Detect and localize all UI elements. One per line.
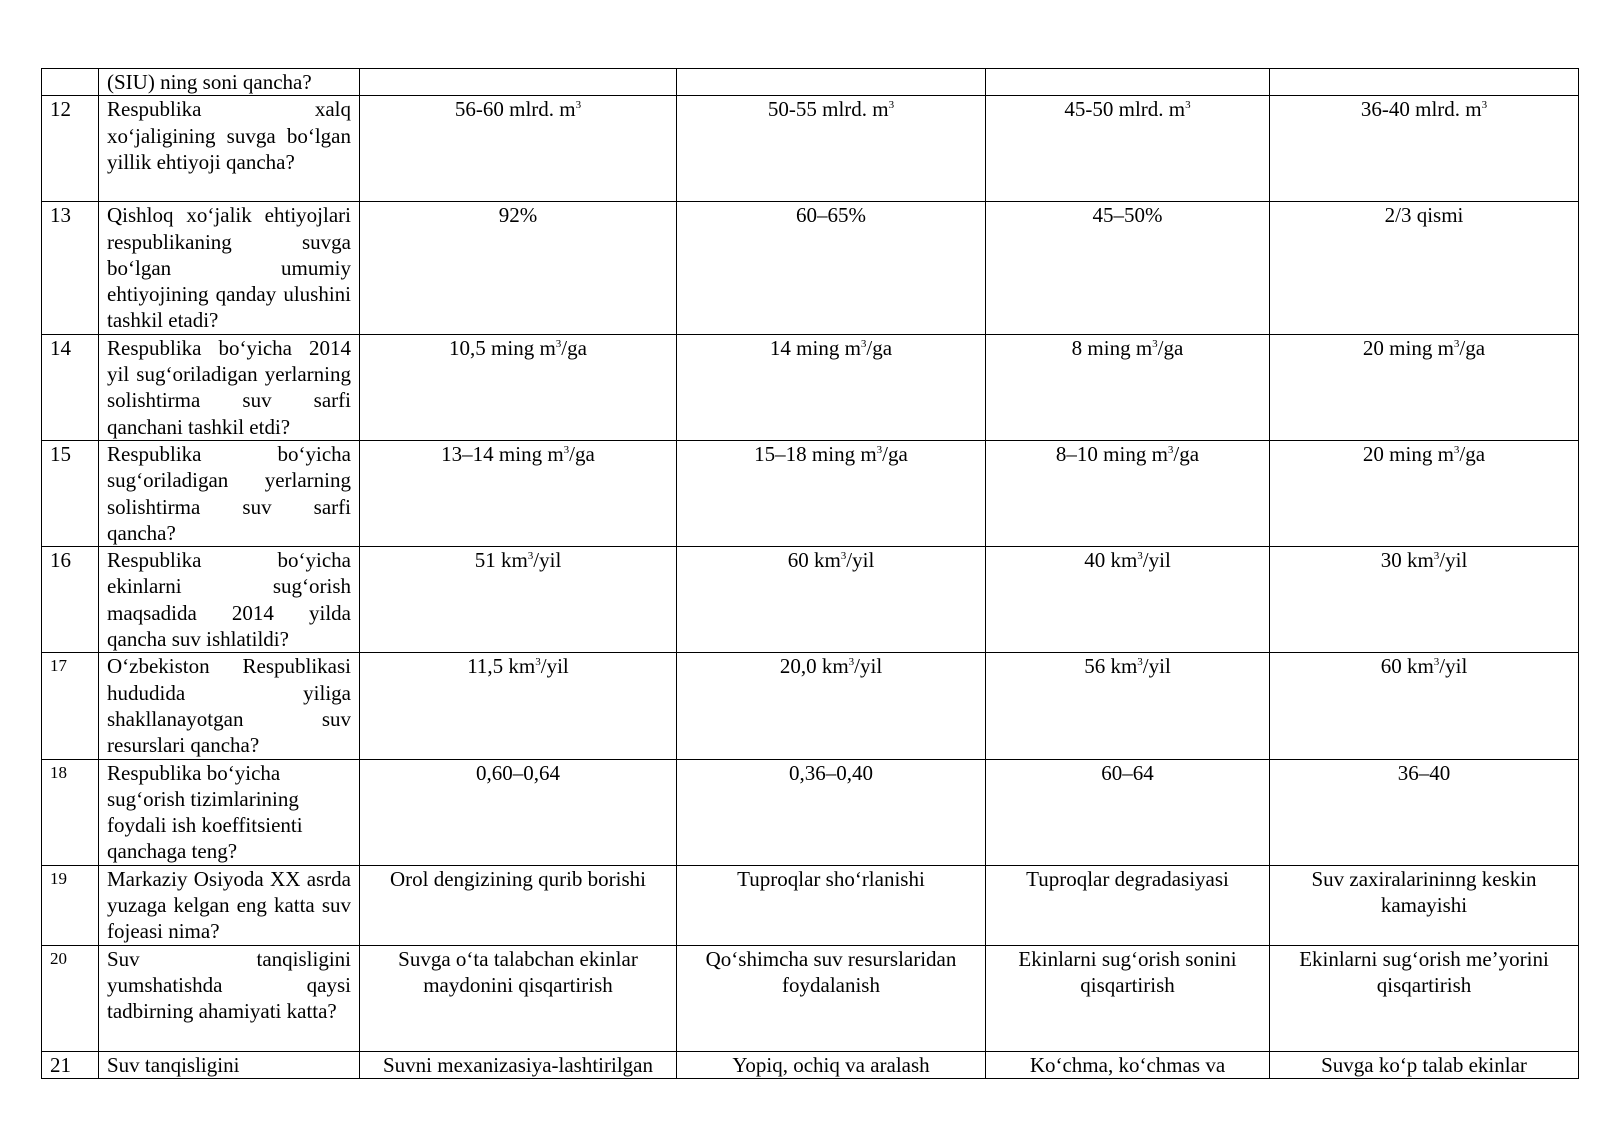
answer-d-cell: 36–40	[1270, 759, 1579, 865]
question-cell: (SIU) ning soni qancha?	[99, 69, 360, 96]
quiz-table	[41, 68, 1579, 1079]
row-number: 16	[42, 547, 99, 653]
row-number: 19	[42, 865, 99, 945]
answer-c-cell: 40 $km^3$/yil	[986, 547, 1270, 653]
question-cell: Respublika bo‘yicha ekinlarni sug‘orish maqsadida 2014 yilda qancha suv ishlatildi?	[99, 547, 360, 653]
answer-c-cell	[986, 69, 1270, 96]
answer-b-cell: 60 $km^3$/yil	[677, 547, 986, 653]
answer-d-cell: Suv zaxiralarininng keskin kamayishi	[1270, 865, 1579, 945]
table-row	[42, 865, 1579, 945]
answer-c-cell: 45-50 mlrd. $m^3$	[986, 96, 1270, 202]
table-row	[42, 440, 1579, 546]
answer-a-cell: 10,5 ming $m^3/ga$	[360, 334, 677, 440]
answer-a-cell: Orol dengizining qurib borishi	[360, 865, 677, 945]
answer-b-cell: Qo‘shimcha suv resurslaridan foydalanish	[677, 945, 986, 1051]
answer-b-cell: Yopiq, ochiq va aralash	[677, 1051, 986, 1078]
answer-a-cell: 0,60–0,64	[360, 759, 677, 865]
answer-a-cell	[360, 69, 677, 96]
table-row	[42, 759, 1579, 865]
answer-c-cell: 45–50%	[986, 202, 1270, 334]
quiz-table-body	[42, 69, 1579, 1079]
answer-c-cell: Tuproqlar degradasiyasi	[986, 865, 1270, 945]
table-row	[42, 96, 1579, 202]
answer-a-cell: 11,5 $km^3$/yil	[360, 653, 677, 759]
row-number: 14	[42, 334, 99, 440]
question-cell: Respublika bo‘yicha sug‘orish tizimlarining foydali ish koeffitsienti qanchaga teng?	[99, 759, 360, 865]
answer-d-cell: Suvga ko‘p talab ekinlar	[1270, 1051, 1579, 1078]
table-row	[42, 1051, 1579, 1078]
answer-b-cell: 60–65%	[677, 202, 986, 334]
answer-d-cell: 30 $km^3$/yil	[1270, 547, 1579, 653]
question-cell: Markaziy Osiyoda XX asrda yuzaga kelgan eng katta suv fojeasi nima?	[99, 865, 360, 945]
answer-d-cell: 36-40 mlrd. $m^3$	[1270, 96, 1579, 202]
answer-c-cell: 60–64	[986, 759, 1270, 865]
answer-d-cell	[1270, 69, 1579, 96]
answer-a-cell: 56-60 mlrd. $m^3$	[360, 96, 677, 202]
answer-b-cell: Tuproqlar sho‘rlanishi	[677, 865, 986, 945]
question-cell: Respublika bo‘yicha sug‘oriladigan yerlarning solishtirma suv sarfi qancha?	[99, 440, 360, 546]
answer-b-cell	[677, 69, 986, 96]
row-number: 12	[42, 96, 99, 202]
question-cell: Respublika xalq xo‘jaligining suvga bo‘lgan yillik ehtiyoji qancha?	[99, 96, 360, 202]
question-cell: Respublika bo‘yicha 2014 yil sug‘oriladigan yerlarning solishtirma suv sarfi qanchani tashkil etdi?	[99, 334, 360, 440]
row-number	[42, 69, 99, 96]
question-cell: Suv tanqisligini	[99, 1051, 360, 1078]
answer-c-cell: 56 $km^3$/yil	[986, 653, 1270, 759]
answer-d-cell: 20 ming $m^3/ga$	[1270, 440, 1579, 546]
answer-b-cell: 0,36–0,40	[677, 759, 986, 865]
answer-a-cell: Suvni mexanizasiya-lashtirilgan	[360, 1051, 677, 1078]
answer-b-cell: 50-55 mlrd. $m^3$	[677, 96, 986, 202]
answer-a-cell: 92%	[360, 202, 677, 334]
answer-a-cell: Suvga o‘ta talabchan ekinlar maydonini qisqartirish	[360, 945, 677, 1051]
row-number: 20	[42, 945, 99, 1051]
answer-d-cell: 60 $km^3$/yil	[1270, 653, 1579, 759]
answer-a-cell: 13–14 ming $m^3/ga$	[360, 440, 677, 546]
question-cell: Qishloq xo‘jalik ehtiyojlari respublikaning suvga bo‘lgan umumiy ehtiyojining qanday ulushini tashkil etadi?	[99, 202, 360, 334]
question-cell: Suv tanqisligini yumshatishda qaysi tadbirning ahamiyati katta?	[99, 945, 360, 1051]
table-row	[42, 334, 1579, 440]
answer-b-cell: 14 ming $m^3/ga$	[677, 334, 986, 440]
table-row	[42, 945, 1579, 1051]
answer-c-cell: 8 ming $m^3/ga$	[986, 334, 1270, 440]
table-row	[42, 653, 1579, 759]
table-row	[42, 202, 1579, 334]
answer-d-cell: 20 ming $m^3/ga$	[1270, 334, 1579, 440]
answer-b-cell: 15–18 ming $m^3/ga$	[677, 440, 986, 546]
answer-c-cell: 8–10 ming $m^3/ga$	[986, 440, 1270, 546]
row-number: 13	[42, 202, 99, 334]
answer-a-cell: 51 $km^3$/yil	[360, 547, 677, 653]
row-number: 18	[42, 759, 99, 865]
answer-c-cell: Ekinlarni sug‘orish sonini qisqartirish	[986, 945, 1270, 1051]
row-number: 21	[42, 1051, 99, 1078]
answer-c-cell: Ko‘chma, ko‘chmas va	[986, 1051, 1270, 1078]
row-number: 15	[42, 440, 99, 546]
answer-d-cell: Ekinlarni sug‘orish me’yorini qisqartirish	[1270, 945, 1579, 1051]
answer-b-cell: 20,0 $km^3$/yil	[677, 653, 986, 759]
question-cell: O‘zbekiston Respublikasi hududida yiliga shakllanayotgan suv resurslari qancha?	[99, 653, 360, 759]
answer-d-cell: 2/3 qismi	[1270, 202, 1579, 334]
table-row	[42, 547, 1579, 653]
table-row	[42, 69, 1579, 96]
row-number: 17	[42, 653, 99, 759]
